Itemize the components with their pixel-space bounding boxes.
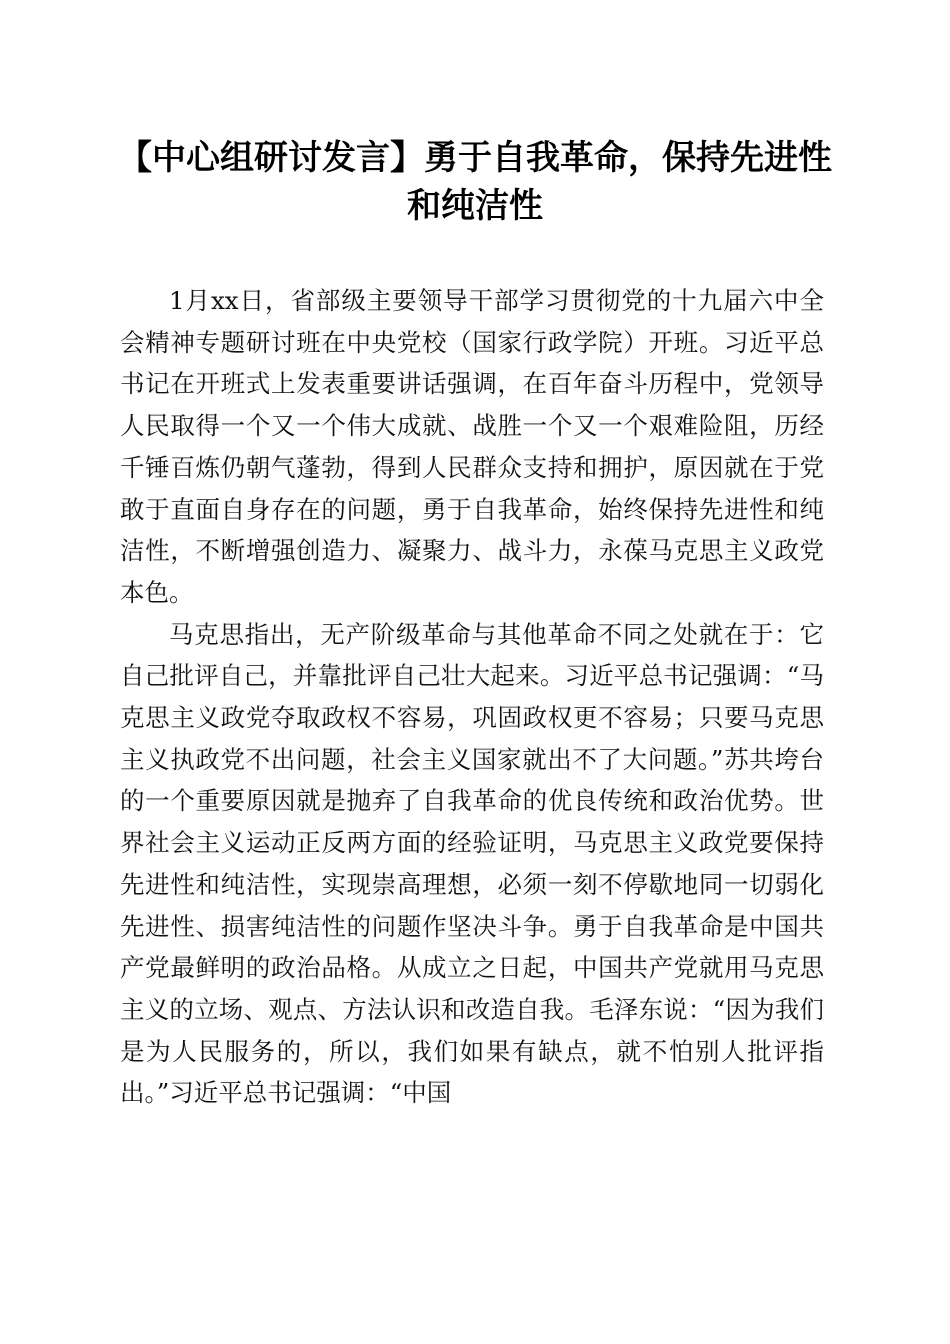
document-title: 【中心组研讨发言】勇于自我革命，保持先进性和纯洁性 xyxy=(118,138,832,226)
paragraph-1: 1月xx日，省部级主要领导干部学习贯彻党的十九届六中全会精神专题研讨班在中央党校（国家行政学院）开班。习近平总书记在开班式上发表重要讲话强调，在百年奋斗历程中，党领导人民取得一个又一个伟大成就、战胜一个又一个艰难险阻，历经千锤百炼仍朝气蓬勃，得到人民群众支持和拥护，原因就在于党敢于直面自身存在的问题，勇于自我革命，始终保持先进性和纯洁性，不断增强创造力、凝聚力、战斗力，永葆马克思主义政党本色。 xyxy=(120,286,824,607)
document-body xyxy=(120,280,824,1114)
paragraph-2: 马克思指出，无产阶级革命与其他革命不同之处就在于：它自己批评自己，并靠批评自己壮大起来。习近平总书记强调：“马克思主义政党夺取政权不容易，巩固政权更不容易；只要马克思主义执政党不出问题，社会主义国家就出不了大问题。”苏共垮台的一个重要原因就是抛弃了自我革命的优良传统和政治优势。世界社会主义运动正反两方面的经验证明，马克思主义政党要保持先进性和纯洁性，实现崇高理想，必须一刻不停歇地同一切弱化先进性、损害纯洁性的问题作坚决斗争。勇于自我革命是中国共产党最鲜明的政治品格。从成立之日起，中国共产党就用马克思主义的立场、观点、方法认识和改造自我。毛泽东说：“因为我们是为人民服务的，所以，我们如果有缺点，就不怕别人批评指出。”习近平总书记强调：“中国 xyxy=(120,619,824,1108)
